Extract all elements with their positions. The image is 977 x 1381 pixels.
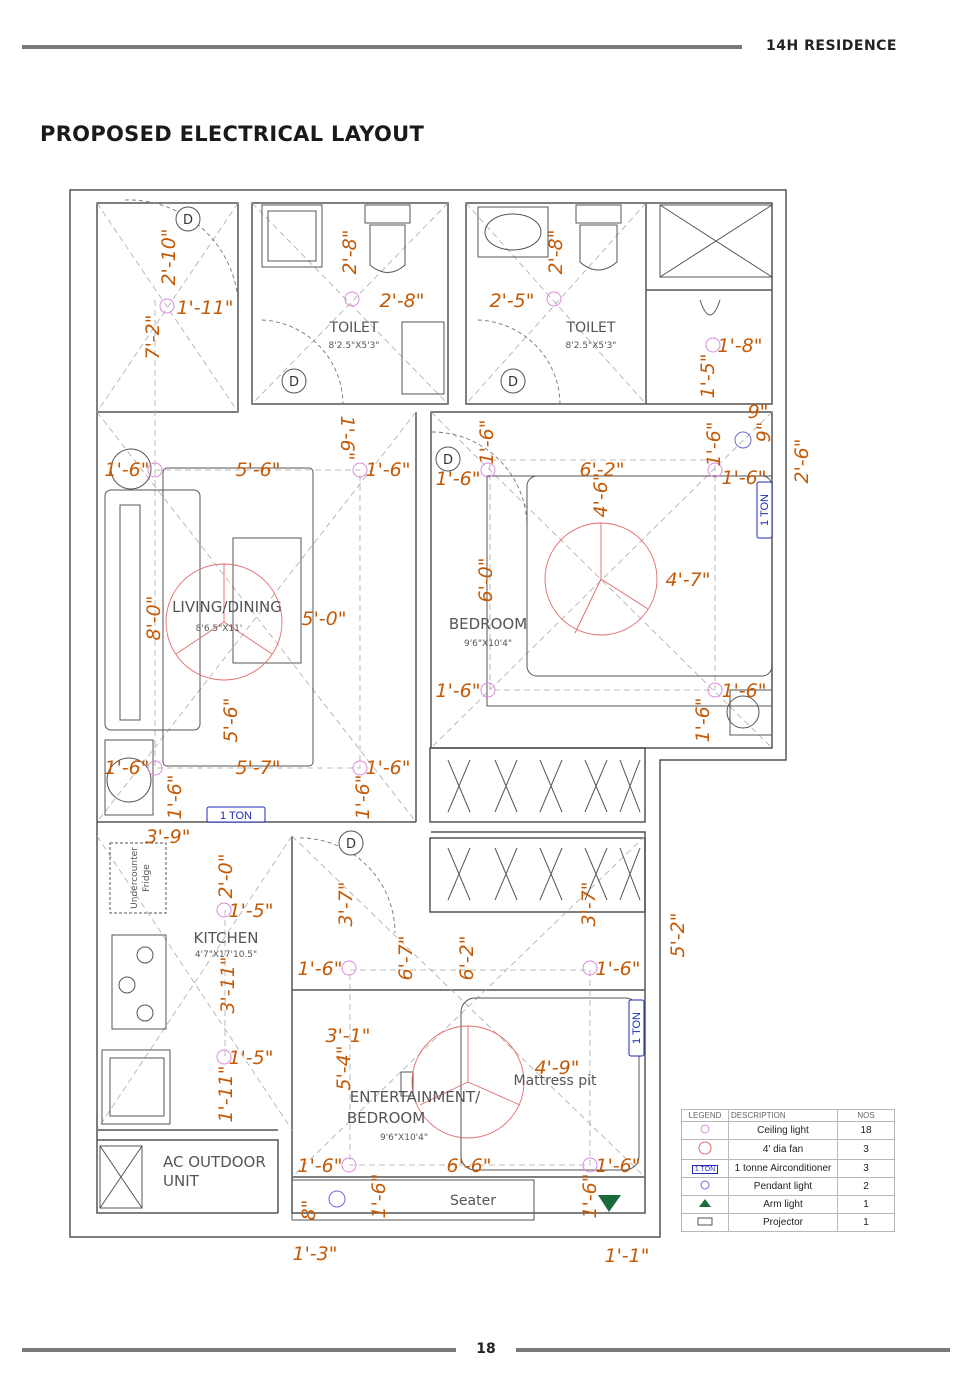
dimension-label: 4'-9" [534,1057,580,1079]
dimension-label: 1'-5" [697,353,719,399]
ac-tag: 1 TON [759,494,771,526]
dimension-label: 3'-9" [145,826,191,848]
projector-icon [697,1217,713,1226]
room-size: 8'6.5"X11' [195,624,243,634]
dimension-label: 1'-6" [336,415,358,461]
legend-count: 3 [838,1140,895,1160]
dimension-label: 9" [747,401,769,423]
dimension-label: 1'-6" [352,774,374,820]
dimension-label: 1'-6" [703,421,725,467]
legend-description: 4' dia fan [729,1140,838,1160]
legend-description: Projector [729,1214,838,1232]
dimension-label: 5'-6" [220,697,242,743]
legend-row [682,1178,895,1196]
ceiling-light-icon [698,1122,712,1136]
dimension-label: 9" [753,421,775,443]
room-name: TOILET [566,320,616,336]
room-name: BEDROOM [448,615,528,633]
dimension-label: 1'-6" [365,757,411,779]
legend-row [682,1214,895,1232]
legend-header: DESCRIPTION [729,1110,838,1122]
fridge-label: Undercounter [130,847,140,909]
dimension-label: 4'-7" [665,569,711,591]
legend-count: 1 [838,1196,895,1214]
dimension-label: 1'-6" [721,467,767,489]
dimension-label: 1'-8" [717,335,763,357]
room-size: 9'6"X10'4" [463,639,513,649]
dimension-label: 1'-11" [176,297,234,319]
dimension-label: 2'-10" [158,228,180,286]
door-mark: D [182,213,194,228]
room-size: 4'7"X17'10.5" [194,950,258,960]
dimension-label: 5'-0" [301,608,347,630]
arm-light-icon [698,1198,712,1208]
legend-table [681,1109,895,1232]
arm-light-icon [598,1195,621,1212]
fan-icon [697,1140,713,1156]
dimension-label: 6'-2" [456,935,478,981]
dimension-label: 2'-0" [215,853,237,899]
legend-count: 3 [838,1160,895,1178]
legend-description: Pendant light [729,1178,838,1196]
door-mark: D [507,375,519,390]
dimension-label: 1'-6" [104,459,150,481]
door-mark: D [345,837,357,852]
legend-row [682,1196,895,1214]
dimension-label: 1'-6" [721,680,767,702]
dimension-label: 3'-7" [578,881,600,927]
dimension-label: 5'-2" [667,912,689,958]
room-size: 8'2.5"X5'3" [565,341,617,351]
dimension-label: 2'-5" [489,290,535,312]
dimension-label: 5'-4" [333,1045,355,1091]
dimension-label: 1'-6" [368,1173,390,1219]
door-mark: D [442,453,454,468]
seater-label: Seater [450,1193,496,1209]
dimension-label: 3'-7" [335,881,357,927]
legend-row [682,1160,895,1178]
dimension-label: 1'-11" [215,1065,237,1123]
dimension-label: 1'-6" [297,958,343,980]
room-name: KITCHEN [193,929,259,947]
legend-description: Arm light [729,1196,838,1214]
legend-description: 1 tonne Airconditioner [729,1160,838,1178]
footer-rule [22,1348,456,1352]
dimension-label: 3'-11" [217,956,239,1014]
dimension-label: 1'-5" [228,900,274,922]
legend-row [682,1122,895,1140]
legend-header: LEGEND [682,1110,729,1122]
dimension-label: 1'-6" [595,958,641,980]
dimension-label: 1'-6" [435,680,481,702]
dimension-label: 2'-8" [545,229,567,275]
dimension-label: 3'-1" [325,1025,371,1047]
ac-outdoor-label: UNIT [163,1172,199,1190]
ac-tag: 1 TON [631,1012,643,1044]
dimension-label: 8'-0" [143,595,165,641]
room-name: LIVING/DINING [172,598,282,616]
dimension-label: 1'-6" [297,1155,343,1177]
dimension-label: 2'-8" [339,229,361,275]
mattress-label: Mattress pit [513,1073,597,1089]
legend-header: NOS [838,1110,895,1122]
legend-count: 18 [838,1122,895,1140]
dimension-label: 1'-5" [228,1047,274,1069]
dimension-label: 2'-6" [791,438,813,484]
dimension-label: 1'-6" [579,1173,601,1219]
room-size: 9'6"X10'4" [379,1133,429,1143]
dimension-label: 1'-6" [435,468,481,490]
pendant-light-icon [699,1179,711,1191]
page-title: PROPOSED ELECTRICAL LAYOUT [40,122,425,146]
dimension-label: 6'-7" [395,935,417,981]
walls [70,190,786,1237]
dashed-guides [97,203,772,1177]
footer-rule [516,1348,950,1352]
legend-count: 1 [838,1214,895,1232]
legend-description: Ceiling light [729,1122,838,1140]
page-number: 18 [476,1341,496,1357]
dimension-label: 5'-7" [235,757,281,779]
dimension-label: 6'-0" [475,557,497,603]
dimension-label: 1'-6" [104,757,150,779]
room-name: ENTERTAINMENT/ [349,1088,481,1106]
dimension-label: 1'-6" [164,774,186,820]
ac-outdoor-label: AC OUTDOOR [163,1153,266,1171]
ac-tag: 1 TON [220,810,252,822]
dimension-label: 1'-6" [595,1155,641,1177]
dimension-label: 1'-6" [692,697,714,743]
dimension-label: 1'-6" [365,459,411,481]
dimension-label: 1'-3" [292,1243,338,1265]
fridge-label: Fridge [142,864,152,892]
room-name: TOILET [329,320,379,336]
dimension-label: 8" [298,1199,320,1221]
door-mark: D [288,375,300,390]
room-size: 8'2.5"X5'3" [328,341,380,351]
dimension-label: 7'-2" [142,314,164,360]
dimension-label: 5'-6" [235,459,281,481]
dimension-label: 6'-2" [579,459,625,481]
dimension-label: 1'-6" [476,419,498,465]
ac-icon: 1 TON [692,1165,718,1174]
room-name: BEDROOM [346,1109,426,1127]
dimension-label: 4'-6" [590,472,612,518]
header-title: 14H RESIDENCE [766,38,897,54]
legend-count: 2 [838,1178,895,1196]
dimension-label: 6'-6" [446,1155,492,1177]
dimension-label: 2'-8" [379,290,425,312]
legend-row [682,1140,895,1160]
dimension-label: 1'-1" [604,1245,650,1267]
